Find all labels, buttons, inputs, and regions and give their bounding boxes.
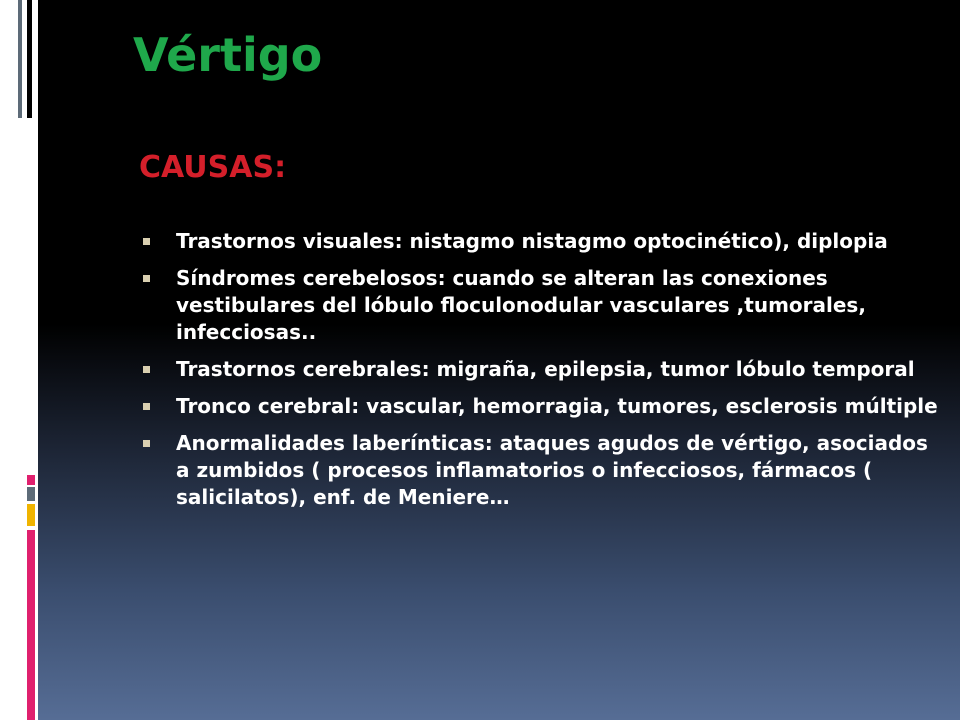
bullet-text: Trastornos cerebrales: migraña, epilepsia, tumor lóbulo temporal <box>176 357 915 381</box>
bullet-square-icon <box>143 238 150 245</box>
slide-title: Vértigo <box>133 28 323 82</box>
deco-bar-black <box>27 0 32 118</box>
deco-bar-gray <box>18 0 22 118</box>
list-item <box>140 265 940 346</box>
bullet-square-icon <box>143 403 150 410</box>
bullet-square-icon <box>143 440 150 447</box>
deco-block-gold <box>27 504 35 526</box>
list-item <box>140 430 940 511</box>
bullet-text: Anormalidades laberínticas: ataques agudos de vértigo, asociados a zumbidos ( procesos inflamatorios o infecciosos, fármacos ( salicilatos), enf. de Meniere… <box>176 431 928 509</box>
bullet-square-icon <box>143 366 150 373</box>
bullet-text: Tronco cerebral: vascular, hemorragia, tumores, esclerosis múltiple <box>176 394 938 418</box>
bullet-text: Trastornos visuales: nistagmo nistagmo optocinético), diplopia <box>176 229 888 253</box>
deco-block-gray <box>27 487 35 501</box>
bullet-square-icon <box>143 275 150 282</box>
bullet-text: Síndromes cerebelosos: cuando se alteran las conexiones vestibulares del lóbulo floculonodular vasculares ,tumorales, infecciosas.. <box>176 266 866 344</box>
list-item <box>140 356 940 383</box>
bullet-list <box>140 228 940 521</box>
slide-subtitle: CAUSAS: <box>139 150 287 185</box>
deco-block-magenta-top <box>27 475 35 485</box>
left-decorative-strip <box>0 0 38 720</box>
deco-block-magenta-bottom <box>27 530 35 720</box>
list-item <box>140 393 940 420</box>
list-item <box>140 228 940 255</box>
